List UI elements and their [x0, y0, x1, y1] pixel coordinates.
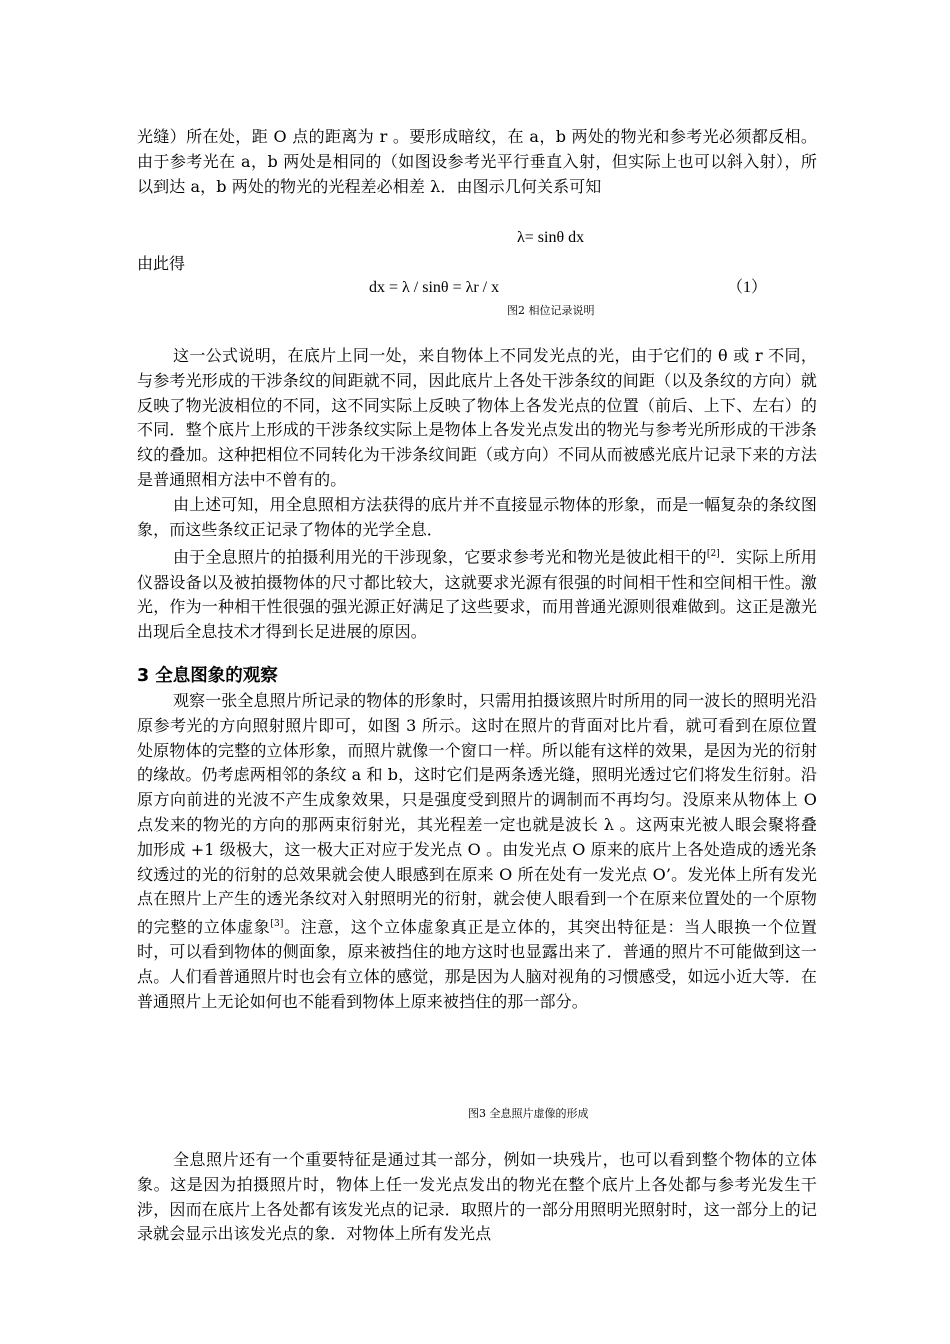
figure-3-caption: 图3 全息照片虚像的形成 — [468, 1107, 589, 1120]
paragraph-text: 这一公式说明，在底片上同一处，来自物体上不同发光点的光，由于它们的 θ 或 r 不同，与参考光形成的干涉条纹的间距就不同，因此底片上各处干涉条纹的间距（以及条纹的方向）就反映了物光波相位的不同，这不同实际上反映了物体上各发光点的位置（前后、上下、左右）的不同．整个底片上形成的干涉条纹实际上是物体上各发光点发出的物光与参考光所形成的干涉条纹的叠加。这种把相位不同转化为干涉条纹间距（或方向）不同从而被感光底片记录下来的方法是普通照相方法中不曾有的。 — [137, 346, 817, 489]
paragraph-part: 由于全息照片的拍摄利用光的干涉现象，它要求参考光和物光是彼此相干的 — [173, 547, 707, 567]
paragraph-part: 。注意，这个立体虚象真正是立体的，其突出特征是：当人眼换一个位置时，可以看到物体的侧面象，原来被挡住的地方这时也显露出来了．普通的照片不可能做到这一点。人们看普通照片时也会有立体的感觉，那是因为人脑对视角的习惯感受，如远小近大等．在普通照片上无论如何也不能看到物体上原来被挡住的那一部分。 — [137, 917, 817, 1011]
formula-number: （1） — [727, 279, 768, 296]
paragraph-text: 光缝）所在处，距 O 点的距离为 r 。要形成暗纹，在 a，b 两处的物光和参考光必须都反相。由于参考光在 a，b 两处是相同的（如图设参考光平行垂直入射，但实际上也可以斜入射），所以到达 a，b 两处的物光的光程差必相差 λ．由图示几何关系可知 — [137, 127, 817, 196]
paragraph-text — [137, 689, 817, 1015]
paragraph-part: ．实际上所用仪器设备以及被拍摄物体的尺寸都比较大，这就要求光源有很强的时间相干性和空间相干性。激光，作为一种相干性很强的强光源正好满足了这些要求，而用普通光源则很难做到。这正是激光出现后全息技术才得到长足进展的原因。 — [137, 547, 817, 642]
formula-phase-difference: λ= sinθ dx — [517, 229, 585, 246]
formula-fringe-spacing: dx = λ / sinθ = λr / x — [369, 279, 500, 296]
citation-ref: [3] — [270, 919, 284, 930]
figure-2-caption: 图2 相位记录说明 — [507, 304, 595, 317]
section-heading: 3 全息图象的观察 — [137, 666, 278, 686]
paragraph-group-1 — [137, 344, 817, 645]
paragraph-text — [137, 542, 817, 645]
paragraph-intro — [137, 125, 817, 199]
paragraph-part: 观察一张全息照片所记录的物体的形象时，只需用拍摄该照片时所用的同一波长的照明光沿原参考光的方向照射照片即可，如图 3 所示。这时在照片的背面对比片看，就可看到在原位置处原物体的完整的立体形象，而照片就像一个窗口一样。所以能有这样的效果，是因为光的衍射的缘故。仍考虑两相邻的条纹 a 和 b，这时它们是两条透光缝，照明光透过它们将发生衍射。沿原方向前进的光波不产生成象效果，只是强度受到照片的调制而不再均匀。没原来从物体上 O 点发来的物光的方向的那两束衍射光，其光程差一定也就是波长 λ 。这两束光被人眼会聚将叠加形成 +1 级极大，这一极大正对应于发光点 O 。由发光点 O 原来的底片上各处造成的透光条纹透过的光的衍射的总效果就会使人眼感到在原来 O 所在处有一发光点 O’。发光体上所有发光点在照片上产生的透光条纹对入射照明光的衍射，就会使人眼看到一个在原来位置处的一个原物的完整的立体虚象 — [137, 691, 818, 937]
paragraph-text: 由上述可知，用全息照相方法获得的底片并不直接显示物体的形象，而是一幅复杂的条纹图象，而这些条纹正记录了物体的光学全息． — [137, 494, 818, 539]
citation-ref: [2] — [706, 549, 720, 560]
paragraph-group-3 — [137, 1148, 817, 1247]
paragraph-text: 全息照片还有一个重要特征是通过其一部分，例如一块残片，也可以看到整个物体的立体象。这是因为拍摄照片时，物体上任一发光点发出的物光在整个底片上各处都与参考光发生干涉，因而在底片上各处都有该发光点的记录．取照片的一部分用照明光照射时，这一部分上的记录就会显示出该发光点的象．对物体上所有发光点 — [137, 1150, 817, 1244]
paragraph-group-2 — [137, 689, 817, 1015]
text-from-this: 由此得 — [137, 254, 186, 273]
